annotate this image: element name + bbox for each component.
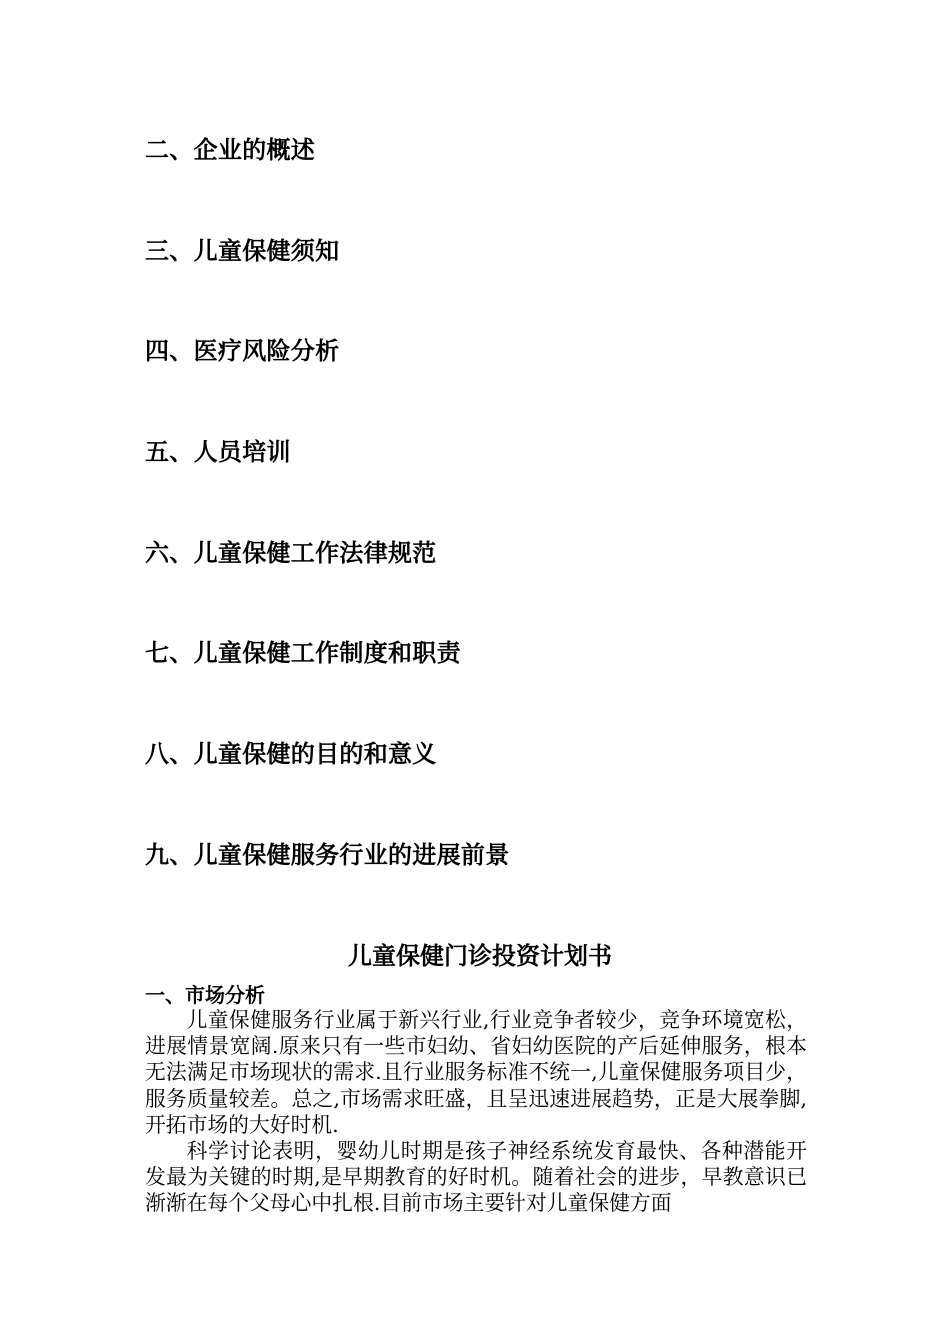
toc-item: 八、儿童保健的目的和意义 bbox=[145, 740, 437, 769]
document-title: 儿童保健门诊投资计划书 bbox=[348, 941, 612, 970]
toc-item: 五、人员培训 bbox=[145, 438, 291, 467]
section-body bbox=[145, 1007, 807, 1217]
table-of-contents bbox=[145, 128, 825, 934]
toc-item: 九、儿童保健服务行业的进展前景 bbox=[145, 840, 510, 869]
body-paragraph: 科学讨论表明，婴幼儿时期是孩子神经系统发育最快、各种潜能开发最为关键的时期,是早期教育的好时机。随着社会的进步，早教意识已渐渐在每个父母心中扎根.目前市场主要针对儿童保健方面 bbox=[145, 1139, 807, 1216]
body-paragraph: 儿童保健服务行业属于新兴行业,行业竞争者较少，竞争环境宽松，进展情景宽阔.原来只有一些市妇幼、省妇幼医院的产后延伸服务，根本无法满足市场现状的需求.且行业服务标准不统一,儿童保健服务项目少，服务质量较差。总之,市场需求旺盛，且呈迅速进展趋势，正是大展拳脚,开拓市场的大好时机. bbox=[145, 1008, 807, 1137]
section-heading: 一、市场分析 bbox=[145, 983, 265, 1007]
toc-item: 六、儿童保健工作法律规范 bbox=[145, 538, 437, 567]
toc-item: 三、儿童保健须知 bbox=[145, 236, 340, 265]
toc-item: 二、企业的概述 bbox=[145, 136, 316, 164]
toc-item: 四、医疗风险分析 bbox=[145, 337, 340, 366]
toc-item: 七、儿童保健工作制度和职责 bbox=[145, 639, 461, 668]
